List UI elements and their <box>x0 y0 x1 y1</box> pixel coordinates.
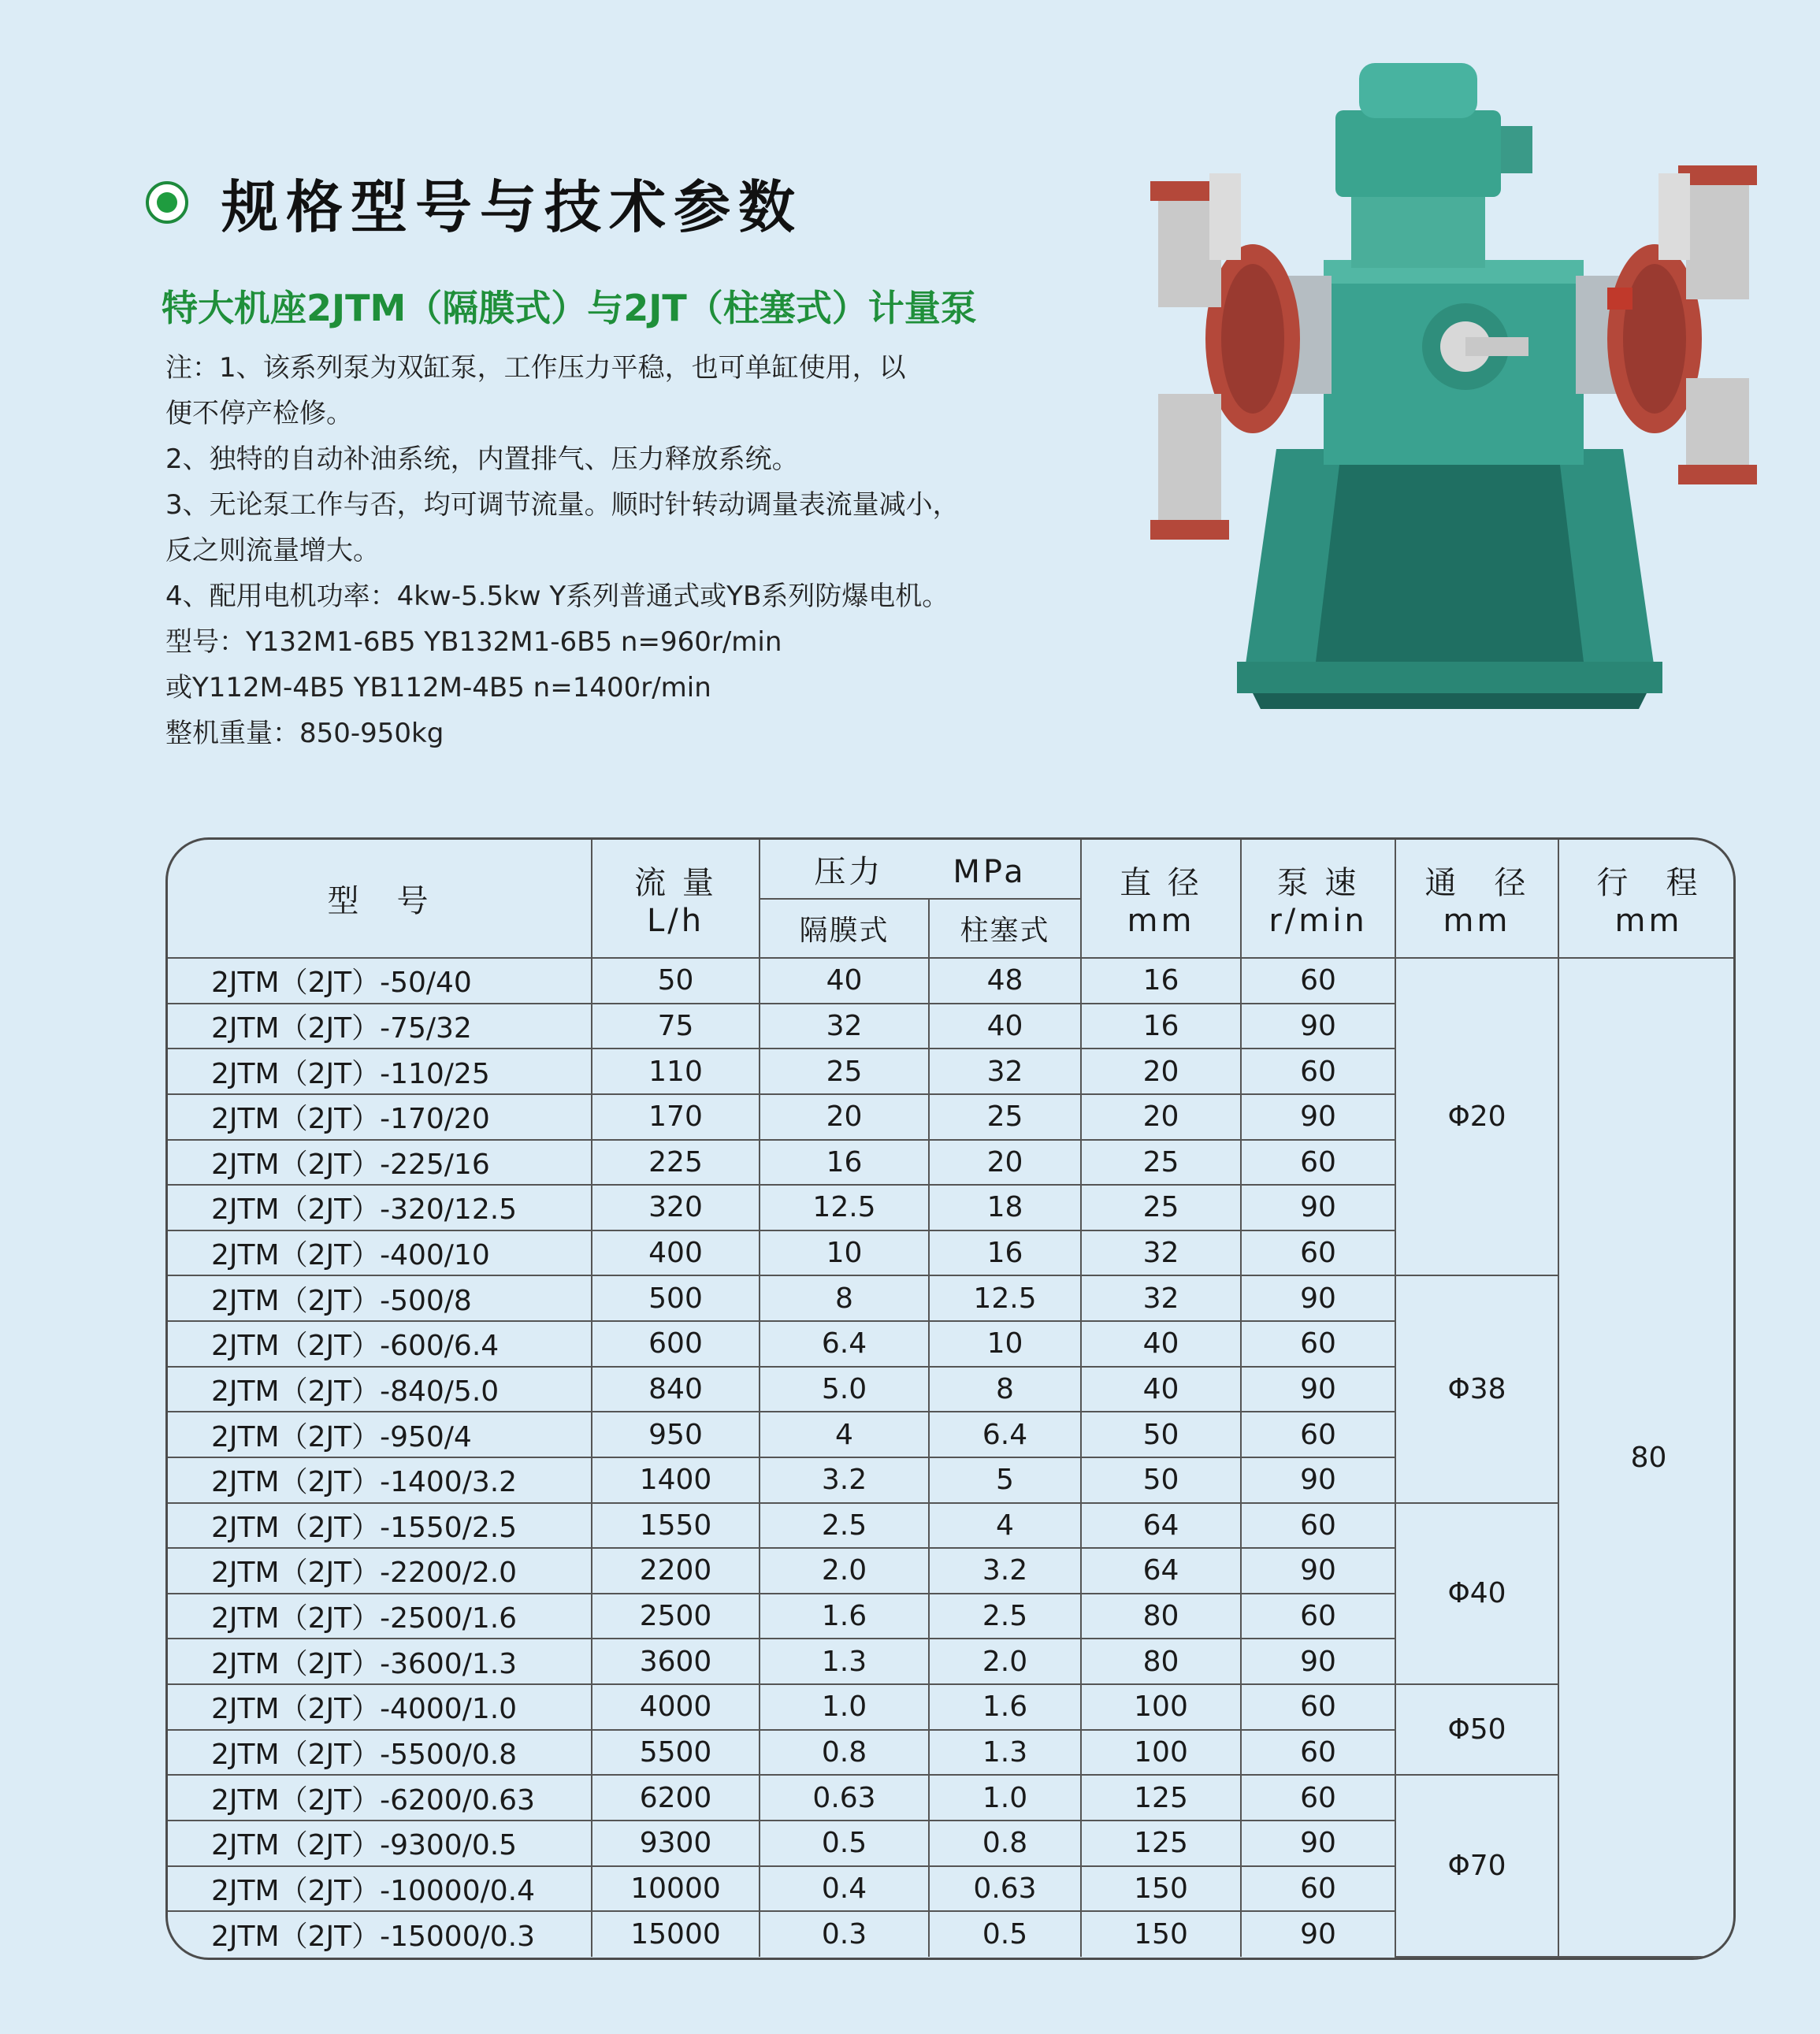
cell-flow: 170 <box>592 1094 760 1140</box>
cell-pressure-plunger: 1.0 <box>929 1775 1081 1821</box>
cell-diameter: 64 <box>1081 1548 1241 1594</box>
cell-diameter: 100 <box>1081 1684 1241 1730</box>
cell-pressure-plunger: 4 <box>929 1503 1081 1549</box>
cell-diameter: 32 <box>1081 1275 1241 1321</box>
cell-pressure-plunger: 1.6 <box>929 1684 1081 1730</box>
cell-model: 2JTM（2JT）-3600/1.3 <box>168 1639 592 1684</box>
cell-pressure-diaphragm: 6.4 <box>760 1321 929 1367</box>
header-pressure-diaphragm: 隔膜式 <box>760 899 929 958</box>
table-row <box>168 1775 1736 1821</box>
note-line: 2、独特的自动补油系统，内置排气、压力释放系统。 <box>165 444 799 475</box>
cell-pressure-diaphragm: 0.3 <box>760 1911 929 1957</box>
cell-model: 2JTM（2JT）-1400/3.2 <box>168 1457 592 1503</box>
cell-model: 2JTM（2JT）-320/12.5 <box>168 1185 592 1230</box>
note-line: 反之则流量增大。 <box>165 535 380 566</box>
cell-pressure-diaphragm: 3.2 <box>760 1457 929 1503</box>
cell-flow: 500 <box>592 1275 760 1321</box>
table-row <box>168 1275 1736 1321</box>
cell-pressure-diaphragm: 10 <box>760 1230 929 1276</box>
cell-diameter: 125 <box>1081 1775 1241 1821</box>
cell-flow: 950 <box>592 1412 760 1457</box>
cell-diameter: 20 <box>1081 1049 1241 1094</box>
cell-pressure-plunger: 25 <box>929 1094 1081 1140</box>
header-model: 型 号 <box>168 840 592 958</box>
header-flow-unit: L/h <box>646 903 705 939</box>
cell-diameter: 40 <box>1081 1321 1241 1367</box>
cell-flow: 1400 <box>592 1457 760 1503</box>
cell-pressure-plunger: 10 <box>929 1321 1081 1367</box>
cell-pressure-plunger: 1.3 <box>929 1730 1081 1776</box>
table-row <box>168 1684 1736 1730</box>
cell-diameter: 16 <box>1081 1004 1241 1049</box>
cell-pressure-diaphragm: 40 <box>760 958 929 1004</box>
header-pressure-plunger: 柱塞式 <box>929 899 1081 958</box>
note-line: 或Y112M-4B5 YB112M-4B5 n=1400r/min <box>165 672 711 703</box>
heading-text: 规格型号与技术参数 <box>221 174 804 240</box>
cell-pressure-plunger: 20 <box>929 1140 1081 1186</box>
cell-pressure-diaphragm: 8 <box>760 1275 929 1321</box>
cell-pressure-diaphragm: 2.0 <box>760 1548 929 1594</box>
cell-port-diameter: Φ38 <box>1395 1275 1558 1502</box>
cell-pressure-plunger: 2.0 <box>929 1639 1081 1684</box>
cell-model: 2JTM（2JT）-1550/2.5 <box>168 1503 592 1549</box>
cell-flow: 840 <box>592 1367 760 1412</box>
cell-speed: 90 <box>1241 1548 1395 1594</box>
cell-pressure-diaphragm: 25 <box>760 1049 929 1094</box>
cell-model: 2JTM（2JT）-170/20 <box>168 1094 592 1140</box>
cell-pressure-diaphragm: 0.8 <box>760 1730 929 1776</box>
table-row <box>168 1503 1736 1549</box>
cell-speed: 90 <box>1241 1639 1395 1684</box>
cell-diameter: 50 <box>1081 1457 1241 1503</box>
cell-pressure-diaphragm: 2.5 <box>760 1503 929 1549</box>
cell-speed: 60 <box>1241 1321 1395 1367</box>
cell-flow: 50 <box>592 958 760 1004</box>
cell-port-diameter: Φ40 <box>1395 1503 1558 1685</box>
cell-pressure-diaphragm: 4 <box>760 1412 929 1457</box>
note-line: 3、无论泵工作与否，均可调节流量。顺时针转动调量表流量减小， <box>165 489 960 521</box>
cell-diameter: 80 <box>1081 1639 1241 1684</box>
cell-pressure-plunger: 0.8 <box>929 1821 1081 1866</box>
cell-pressure-plunger: 40 <box>929 1004 1081 1049</box>
cell-diameter: 64 <box>1081 1503 1241 1549</box>
bullet-icon <box>146 181 188 224</box>
cell-pressure-diaphragm: 0.5 <box>760 1821 929 1866</box>
note-line: 便不停产检修。 <box>165 398 353 429</box>
cell-diameter: 125 <box>1081 1821 1241 1866</box>
cell-flow: 1550 <box>592 1503 760 1549</box>
cell-speed: 60 <box>1241 1730 1395 1776</box>
cell-model: 2JTM（2JT）-840/5.0 <box>168 1367 592 1412</box>
cell-diameter: 150 <box>1081 1866 1241 1912</box>
cell-diameter: 25 <box>1081 1185 1241 1230</box>
header-diameter <box>1081 840 1241 958</box>
header-port-label: 通 径 <box>1424 865 1529 901</box>
note-line: 型号：Y132M1-6B5 YB132M1-6B5 n=960r/min <box>165 626 782 658</box>
header-stroke <box>1558 840 1736 958</box>
cell-speed: 60 <box>1241 1049 1395 1094</box>
cell-model: 2JTM（2JT）-400/10 <box>168 1230 592 1276</box>
cell-diameter: 16 <box>1081 958 1241 1004</box>
cell-speed: 90 <box>1241 1367 1395 1412</box>
cell-diameter: 32 <box>1081 1230 1241 1276</box>
cell-flow: 10000 <box>592 1866 760 1912</box>
cell-flow: 600 <box>592 1321 760 1367</box>
cell-port-diameter: Φ70 <box>1395 1775 1558 1957</box>
cell-model: 2JTM（2JT）-600/6.4 <box>168 1321 592 1367</box>
cell-diameter: 40 <box>1081 1367 1241 1412</box>
cell-pressure-diaphragm: 5.0 <box>760 1367 929 1412</box>
cell-pressure-plunger: 18 <box>929 1185 1081 1230</box>
spec-table-frame <box>165 837 1736 1960</box>
cell-model: 2JTM（2JT）-2500/1.6 <box>168 1594 592 1639</box>
cell-diameter: 150 <box>1081 1911 1241 1957</box>
cell-pressure-diaphragm: 0.4 <box>760 1866 929 1912</box>
cell-pressure-diaphragm: 1.3 <box>760 1639 929 1684</box>
cell-speed: 60 <box>1241 1594 1395 1639</box>
cell-pressure-diaphragm: 0.63 <box>760 1775 929 1821</box>
cell-flow: 2500 <box>592 1594 760 1639</box>
cell-flow: 110 <box>592 1049 760 1094</box>
cell-speed: 60 <box>1241 1503 1395 1549</box>
note-line: 整机重量：850-950kg <box>165 718 444 749</box>
table-row <box>168 958 1736 1004</box>
cell-pressure-plunger: 3.2 <box>929 1548 1081 1594</box>
header-port-unit: mm <box>1443 903 1511 939</box>
cell-flow: 320 <box>592 1185 760 1230</box>
cell-flow: 3600 <box>592 1639 760 1684</box>
cell-model: 2JTM（2JT）-2200/2.0 <box>168 1548 592 1594</box>
cell-flow: 4000 <box>592 1684 760 1730</box>
cell-model: 2JTM（2JT）-75/32 <box>168 1004 592 1049</box>
header-stroke-label: 行 程 <box>1596 865 1701 901</box>
note-line: 注：1、该系列泵为双缸泵，工作压力平稳，也可单缸使用，以 <box>165 352 906 384</box>
cell-model: 2JTM（2JT）-10000/0.4 <box>168 1866 592 1912</box>
cell-pressure-diaphragm: 20 <box>760 1094 929 1140</box>
cell-pressure-plunger: 48 <box>929 958 1081 1004</box>
cell-model: 2JTM（2JT）-950/4 <box>168 1412 592 1457</box>
cell-model: 2JTM（2JT）-50/40 <box>168 958 592 1004</box>
cell-speed: 90 <box>1241 1457 1395 1503</box>
cell-flow: 15000 <box>592 1911 760 1957</box>
cell-speed: 60 <box>1241 958 1395 1004</box>
header-speed-label: 泵 速 <box>1276 865 1360 901</box>
cell-diameter: 50 <box>1081 1412 1241 1457</box>
cell-flow: 6200 <box>592 1775 760 1821</box>
cell-speed: 60 <box>1241 1775 1395 1821</box>
cell-model: 2JTM（2JT）-15000/0.3 <box>168 1911 592 1957</box>
cell-flow: 75 <box>592 1004 760 1049</box>
cell-pressure-plunger: 12.5 <box>929 1275 1081 1321</box>
cell-port-diameter: Φ50 <box>1395 1684 1558 1775</box>
section-heading <box>146 161 803 243</box>
header-flow-label: 流 量 <box>634 865 717 901</box>
cell-flow: 225 <box>592 1140 760 1186</box>
cell-speed: 90 <box>1241 1275 1395 1321</box>
cell-pressure-diaphragm: 32 <box>760 1004 929 1049</box>
cell-speed: 60 <box>1241 1140 1395 1186</box>
cell-flow: 9300 <box>592 1821 760 1866</box>
spec-table <box>168 840 1736 1958</box>
header-port <box>1395 840 1558 958</box>
cell-flow: 5500 <box>592 1730 760 1776</box>
notes-block <box>165 345 1072 756</box>
header-pressure: 压力 MPa <box>760 840 1081 899</box>
cell-diameter: 100 <box>1081 1730 1241 1776</box>
header-stroke-unit: mm <box>1614 903 1683 939</box>
cell-stroke: 80 <box>1558 958 1736 1957</box>
cell-speed: 90 <box>1241 1094 1395 1140</box>
product-subtitle: 特大机座2JTM（隔膜式）与2JT（柱塞式）计量泵 <box>162 287 977 329</box>
cell-model: 2JTM（2JT）-110/25 <box>168 1049 592 1094</box>
cell-pressure-diaphragm: 16 <box>760 1140 929 1186</box>
cell-pressure-diaphragm: 1.6 <box>760 1594 929 1639</box>
cell-model: 2JTM（2JT）-5500/0.8 <box>168 1730 592 1776</box>
cell-model: 2JTM（2JT）-6200/0.63 <box>168 1775 592 1821</box>
header-diameter-unit: mm <box>1127 903 1195 939</box>
header-diameter-label: 直 径 <box>1120 865 1202 901</box>
cell-pressure-diaphragm: 12.5 <box>760 1185 929 1230</box>
cell-pressure-plunger: 5 <box>929 1457 1081 1503</box>
cell-pressure-diaphragm: 1.0 <box>760 1684 929 1730</box>
cell-flow: 400 <box>592 1230 760 1276</box>
cell-flow: 2200 <box>592 1548 760 1594</box>
note-line: 4、配用电机功率：4kw-5.5kw Y系列普通式或YB系列防爆电机。 <box>165 581 949 612</box>
cell-speed: 60 <box>1241 1866 1395 1912</box>
cell-port-diameter: Φ20 <box>1395 958 1558 1275</box>
cell-model: 2JTM（2JT）-4000/1.0 <box>168 1684 592 1730</box>
cell-diameter: 20 <box>1081 1094 1241 1140</box>
cell-model: 2JTM（2JT）-500/8 <box>168 1275 592 1321</box>
cell-pressure-plunger: 32 <box>929 1049 1081 1094</box>
cell-speed: 90 <box>1241 1185 1395 1230</box>
cell-diameter: 25 <box>1081 1140 1241 1186</box>
cell-pressure-plunger: 0.63 <box>929 1866 1081 1912</box>
cell-pressure-plunger: 6.4 <box>929 1412 1081 1457</box>
cell-model: 2JTM（2JT）-225/16 <box>168 1140 592 1186</box>
header-speed <box>1241 840 1395 958</box>
metering-pump-image <box>1135 47 1773 740</box>
cell-speed: 60 <box>1241 1684 1395 1730</box>
cell-speed: 60 <box>1241 1230 1395 1276</box>
cell-speed: 90 <box>1241 1821 1395 1866</box>
header-speed-unit: r/min <box>1268 903 1368 939</box>
cell-model: 2JTM（2JT）-9300/0.5 <box>168 1821 592 1866</box>
cell-diameter: 80 <box>1081 1594 1241 1639</box>
header-flow <box>592 840 760 958</box>
cell-pressure-plunger: 16 <box>929 1230 1081 1276</box>
cell-speed: 90 <box>1241 1004 1395 1049</box>
cell-pressure-plunger: 0.5 <box>929 1911 1081 1957</box>
cell-pressure-plunger: 8 <box>929 1367 1081 1412</box>
cell-pressure-plunger: 2.5 <box>929 1594 1081 1639</box>
cell-speed: 90 <box>1241 1911 1395 1957</box>
cell-speed: 60 <box>1241 1412 1395 1457</box>
